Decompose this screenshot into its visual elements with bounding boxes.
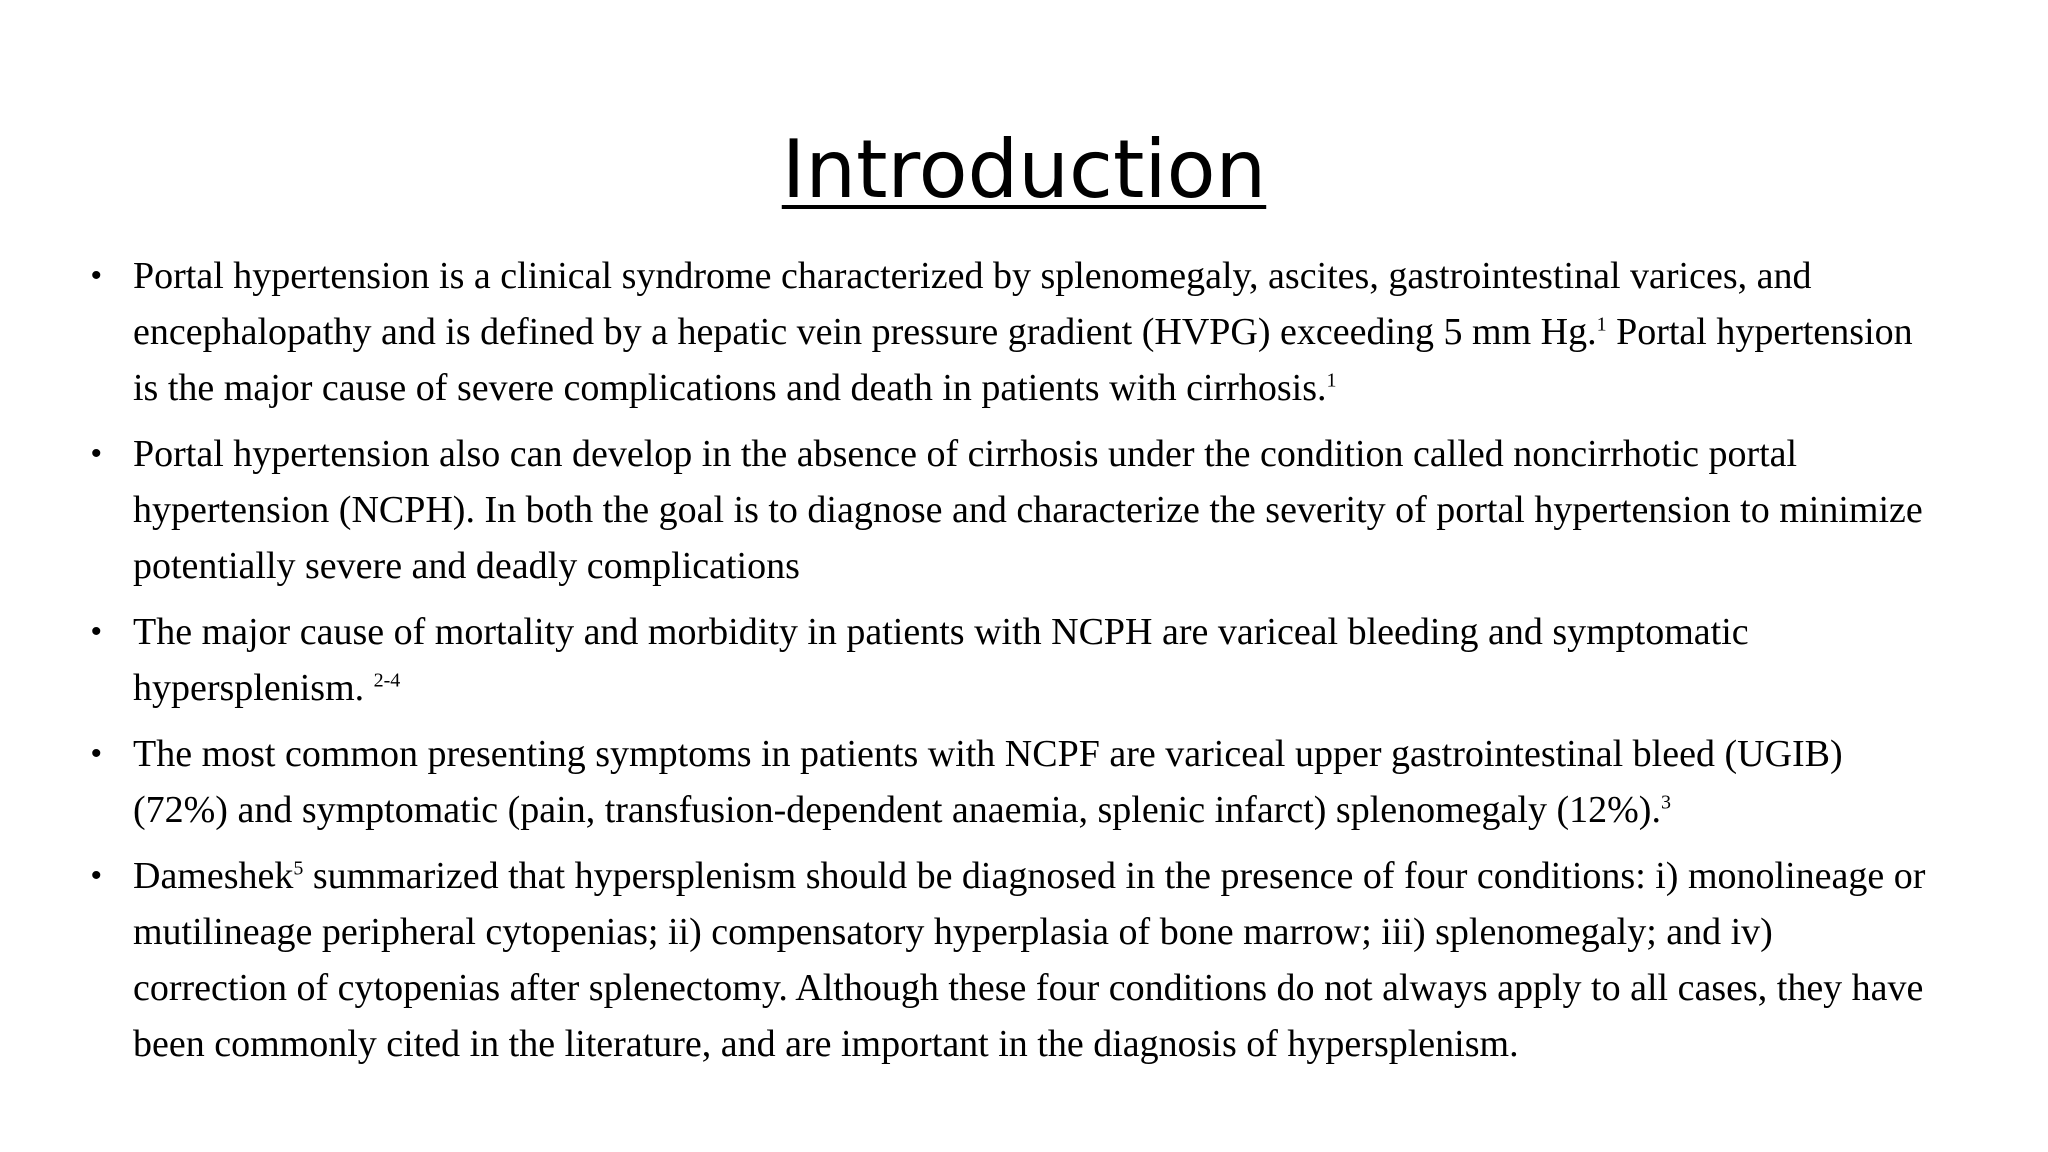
bullet-item-mortality bbox=[91, 604, 1933, 716]
bullet-dot-icon: • bbox=[91, 737, 102, 770]
bullet-dot-icon: • bbox=[91, 859, 102, 892]
bullet-item-symptoms bbox=[91, 726, 1933, 838]
citation-superscript: 3 bbox=[1660, 791, 1671, 814]
citation-superscript: 5 bbox=[293, 857, 304, 880]
bullet-text: The major cause of mortality and morbidity in patients with NCPH are variceal bleeding and symptomatic hypersplenism. bbox=[133, 611, 1749, 709]
citation-superscript: 2-4 bbox=[373, 669, 401, 692]
bullet-item-dameshek bbox=[91, 848, 1933, 1072]
bullet-text: Portal hypertension is a clinical syndrome characterized by splenomegaly, ascites, gastrointestinal varices, and encephalopathy and is defined by a hepatic vein pressure gradient (HVPG) exceeding 5 mm Hg. bbox=[133, 255, 1812, 353]
bullet-text: summarized that hypersplenism should be diagnosed in the presence of four conditions: i) monolineage or mutilineage peripheral cytopenias; ii) compensatory hyperplasia of bone marrow; iii) splenomegaly; and iv) correction of cytopenias after splenectomy. Although these four conditions do not always apply to all cases, they have been commonly cited in the literature, and are important in the diagnosis of hypersplenism. bbox=[133, 855, 1926, 1065]
bullet-list bbox=[91, 248, 1933, 1082]
bullet-dot-icon: • bbox=[91, 615, 102, 648]
bullet-dot-icon: • bbox=[91, 259, 102, 292]
bullet-dot-icon: • bbox=[91, 437, 102, 470]
slide-title: Introduction bbox=[781, 123, 1267, 216]
bullet-item-ncph bbox=[91, 426, 1933, 594]
bullet-text: Dameshek bbox=[133, 855, 294, 897]
citation-superscript: 1 bbox=[1326, 369, 1337, 392]
bullet-text: Portal hypertension also can develop in the absence of cirrhosis under the condition called noncirrhotic portal hypertension (NCPH). In both the goal is to diagnose and characterize the severity of portal hypertension to minimize potentially severe and deadly complications bbox=[133, 433, 1923, 587]
bullet-item-portal-hypertension bbox=[91, 248, 1933, 416]
bullet-text: The most common presenting symptoms in patients with NCPF are variceal upper gastrointestinal bleed (UGIB) (72%) and symptomatic (pain, transfusion-dependent anaemia, splenic infarct) splenomegaly (12%). bbox=[133, 733, 1843, 831]
bullet-text: Portal hypertension is the major cause of severe complications and death in patients with cirrhosis. bbox=[133, 311, 1913, 409]
citation-superscript: 1 bbox=[1596, 313, 1607, 336]
